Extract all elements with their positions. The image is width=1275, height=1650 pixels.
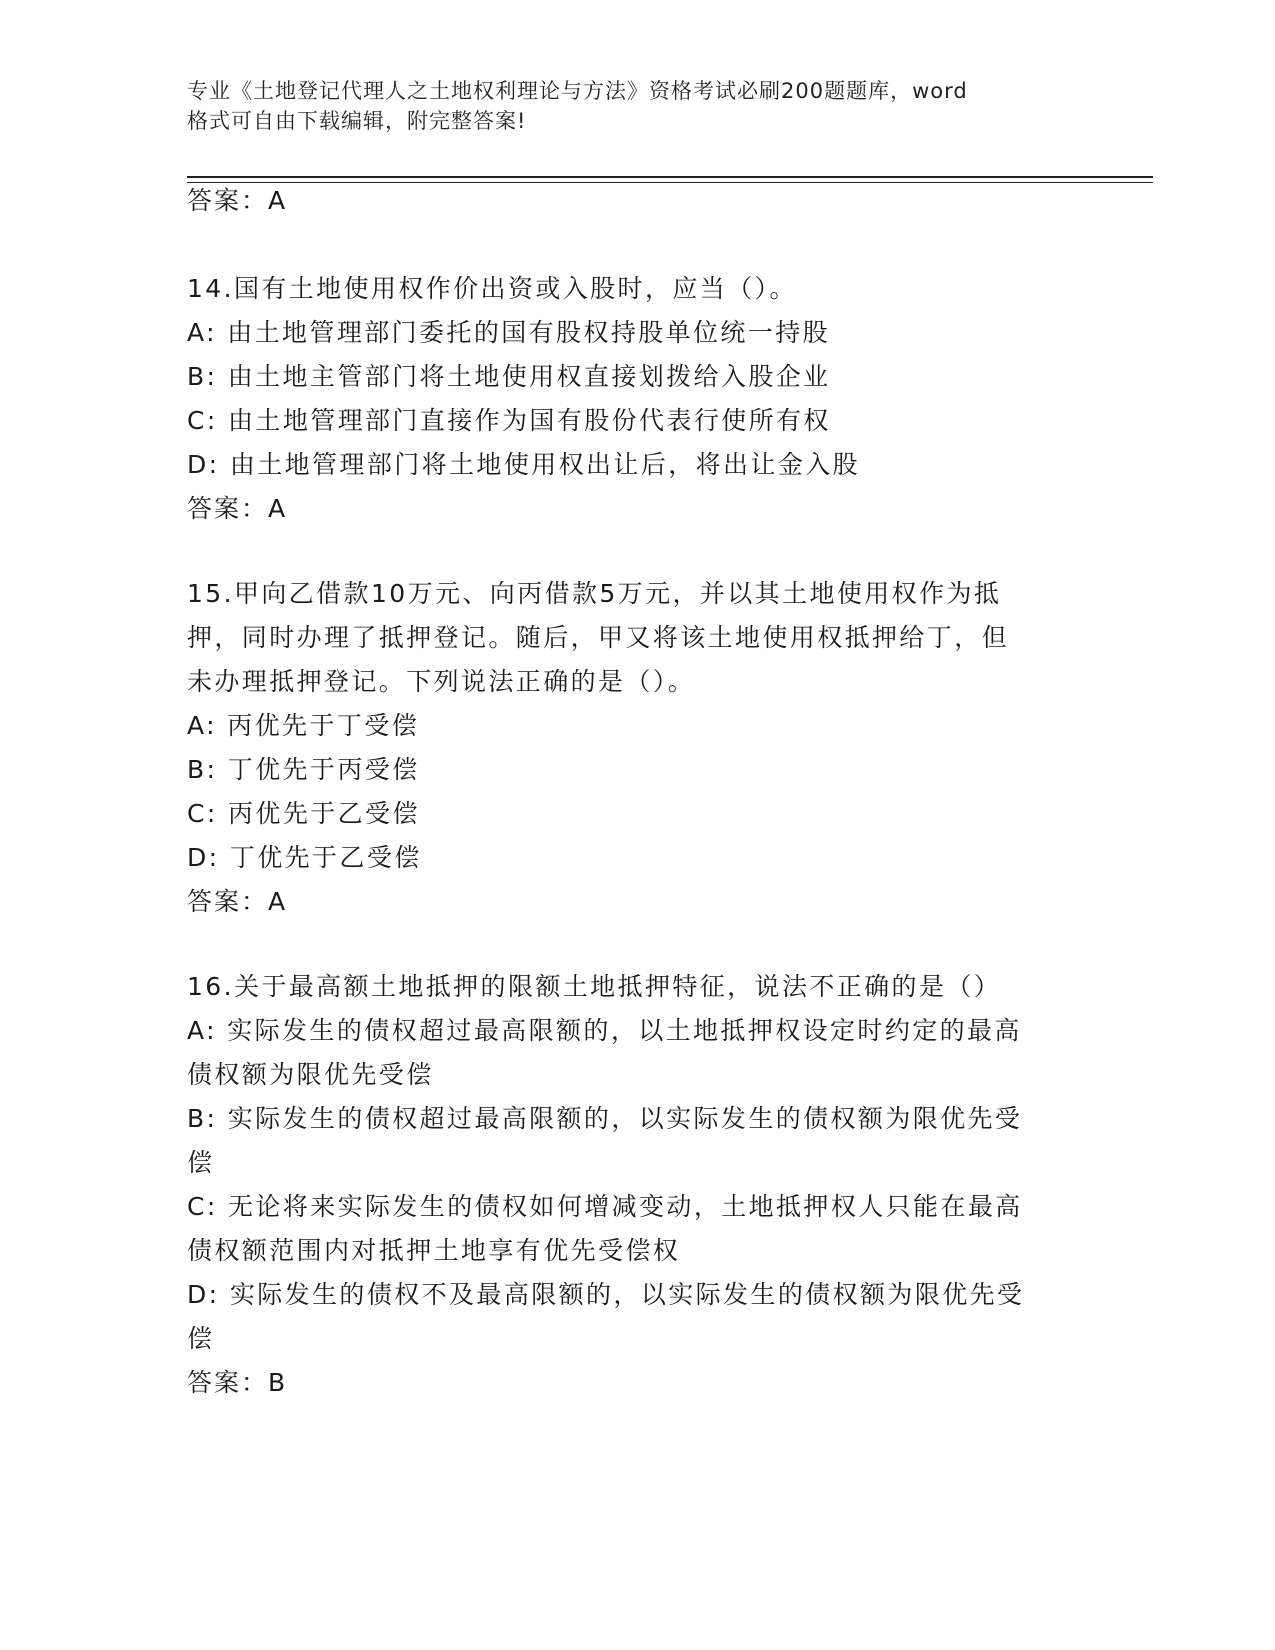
question-15-stem-line-1: 15.甲向乙借款10万元、向丙借款5万元，并以其土地使用权作为抵 — [187, 579, 1002, 608]
question-15-option-d: D: 丁优先于乙受偿 — [187, 843, 422, 872]
question-16-option-c-line-2: 债权额范围内对抵押土地享有优先受偿权 — [187, 1236, 681, 1265]
question-14-option-d: D: 由土地管理部门将土地使用权出让后，将出让金入股 — [187, 450, 861, 479]
answer-13: 答案：A — [187, 186, 288, 215]
question-14-option-c: C: 由土地管理部门直接作为国有股份代表行使所有权 — [187, 406, 831, 435]
question-15-option-c: C: 丙优先于乙受偿 — [187, 799, 420, 828]
question-16-option-b-line-1: B: 实际发生的债权超过最高限额的，以实际发生的债权额为限优先受 — [187, 1104, 1023, 1133]
question-15-option-b: B: 丁优先于丙受偿 — [187, 755, 420, 784]
question-14-answer: 答案：A — [187, 494, 288, 523]
question-15-answer: 答案：A — [187, 887, 288, 916]
header-divider-thin — [187, 182, 1153, 183]
header-line-1: 专业《土地登记代理人之土地权利理论与方法》资格考试必刷200题题库，word — [187, 79, 968, 103]
header-line-2: 格式可自由下载编辑，附完整答案! — [187, 109, 527, 133]
question-14-stem: 14.国有土地使用权作价出资或入股时，应当（）。 — [187, 274, 797, 303]
question-16-option-a-line-2: 债权额为限优先受偿 — [187, 1060, 434, 1089]
header-divider-thick — [187, 176, 1153, 178]
question-15-option-a: A: 丙优先于丁受偿 — [187, 711, 420, 740]
question-14-option-a: A: 由土地管理部门委托的国有股权持股单位统一持股 — [187, 318, 831, 347]
question-16-option-c-line-1: C: 无论将来实际发生的债权如何增减变动，土地抵押权人只能在最高 — [187, 1192, 1023, 1221]
question-15-stem-line-3: 未办理抵押登记。下列说法正确的是（）。 — [187, 667, 696, 696]
question-16-stem: 16.关于最高额土地抵押的限额土地抵押特征，说法不正确的是（） — [187, 972, 1002, 1001]
question-16-option-b-line-2: 偿 — [187, 1148, 215, 1177]
question-16-option-d-line-2: 偿 — [187, 1324, 215, 1353]
question-16-option-d-line-1: D: 实际发生的债权不及最高限额的，以实际发生的债权额为限优先受 — [187, 1280, 1025, 1309]
question-16-answer: 答案：B — [187, 1368, 288, 1397]
document-header — [187, 76, 1087, 136]
question-14-option-b: B: 由土地主管部门将土地使用权直接划拨给入股企业 — [187, 362, 831, 391]
question-16-option-a-line-1: A: 实际发生的债权超过最高限额的，以土地抵押权设定时约定的最高 — [187, 1016, 1022, 1045]
question-15-stem-line-2: 押，同时办理了抵押登记。随后，甲又将该土地使用权抵押给丁，但 — [187, 623, 1010, 652]
